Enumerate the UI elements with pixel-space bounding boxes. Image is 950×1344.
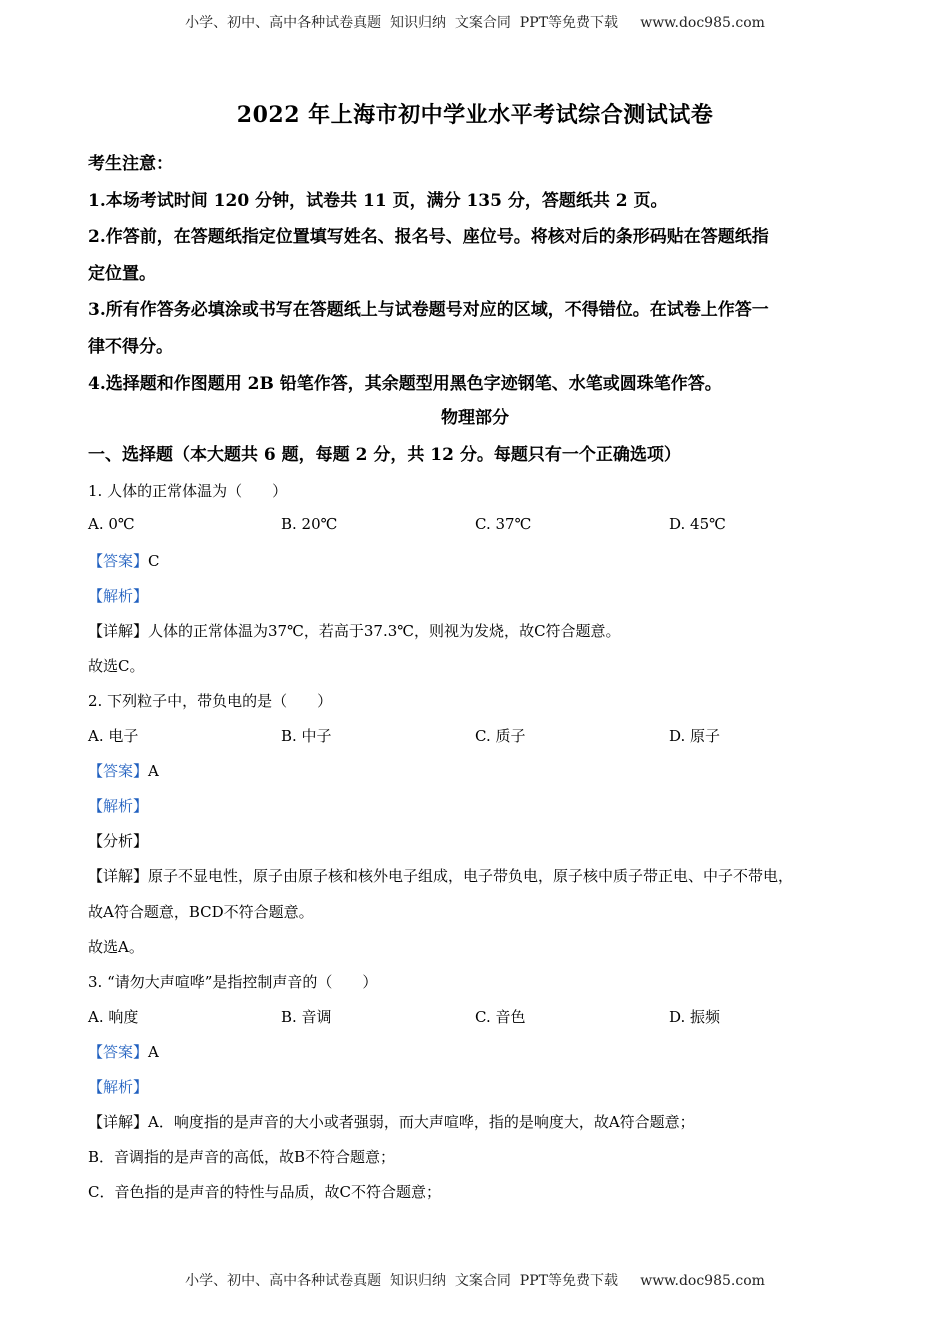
q2-answer: A [148, 762, 159, 780]
q1-option-d: D. 45℃ [669, 515, 726, 533]
note-line: 定位置。 [88, 263, 156, 284]
page-footer: 小学、初中、高中各种试卷真题 知识归纳 文案合同 PPT等免费下载 www.doc985.com [185, 1273, 765, 1289]
q1-answer: C [148, 552, 160, 570]
section1-heading: 一、选择题（本大题共 6 题，每题 2 分，共 12 分。每题只有一个正确选项） [88, 445, 681, 465]
q3-option-b: B. 音调 [281, 1008, 332, 1026]
page-header: 小学、初中、高中各种试卷真题 知识归纳 文案合同 PPT等免费下载 www.doc985.com [185, 15, 765, 31]
section-title: 物理部分 [441, 408, 509, 428]
q2-detail-line [88, 865, 793, 886]
q2-stem: 2. 下列粒子中，带负电的是（ ） [88, 692, 333, 710]
answer-tag: 【答案】 [88, 762, 149, 780]
q2-option-c: C. 质子 [475, 727, 526, 745]
q1-detail-line [88, 620, 621, 641]
q3-option-d: D. 振频 [669, 1008, 721, 1026]
note-line: 4.选择题和作图题用 2B 铅笔作答，其余题型用黑色字迹钢笔、水笔或圆珠笔作答。 [88, 373, 722, 394]
q2-option-a: A. 电子 [88, 727, 139, 745]
q3-detail: A．响度指的是声音的大小或者强弱，而大声喧哗，指的是响度大，故A符合题意； [148, 1113, 695, 1131]
note-line: 律不得分。 [88, 336, 173, 357]
note-line: 1.本场考试时间 120 分钟，试卷共 11 页，满分 135 分，答题纸共 2 页。 [88, 190, 668, 211]
q2-conclusion: 故选A。 [88, 938, 144, 956]
q2-option-d: D. 原子 [669, 727, 721, 745]
detail-tag: 【详解】 [88, 1113, 149, 1131]
q1-option-c: C. 37℃ [475, 515, 532, 533]
detail-tag: 【详解】 [88, 867, 149, 885]
exam-title: 2022 年上海市初中学业水平考试综合测试试卷 [236, 102, 714, 128]
exam-notes [88, 146, 868, 402]
q2-detail-continued: 故A符合题意，BCD不符合题意。 [88, 903, 314, 921]
q2-fenxi-tag: 【分析】 [88, 832, 149, 850]
q2-answer-line [88, 760, 159, 781]
q3-detail-line [88, 1111, 695, 1132]
notes-heading: 考生注意： [88, 154, 173, 174]
note-line: 3.所有作答务必填涂或书写在答题纸上与试卷题号对应的区域，不得错位。在试卷上作答一 [88, 300, 769, 321]
q3-option-c: C. 音色 [475, 1008, 526, 1026]
note-line: 2.作答前，在答题纸指定位置填写姓名、报名号、座位号。将核对后的条形码贴在答题纸指 [88, 227, 769, 248]
q3-analysis-tag: 【解析】 [88, 1078, 149, 1096]
q2-detail: 原子不显电性，原子由原子核和核外电子组成，电子带负电，原子核中质子带正电、中子不带电， [148, 867, 794, 885]
q3-answer: A [148, 1043, 159, 1061]
q3-detail-b: B．音调指的是声音的高低，故B不符合题意； [88, 1148, 396, 1166]
detail-tag: 【详解】 [88, 622, 149, 640]
answer-tag: 【答案】 [88, 1043, 149, 1061]
answer-tag: 【答案】 [88, 552, 149, 570]
q2-option-b: B. 中子 [281, 727, 332, 745]
q3-stem: 3. “请勿大声喧哗”是指控制声音的（ ） [88, 973, 378, 991]
q1-stem: 1. 人体的正常体温为（ ） [88, 482, 288, 500]
q1-analysis-tag: 【解析】 [88, 587, 149, 605]
q1-option-a: A. 0℃ [88, 515, 135, 533]
q3-detail-c: C．音色指的是声音的特性与品质，故C不符合题意； [88, 1183, 441, 1201]
q1-answer-line [88, 550, 160, 571]
q1-option-b: B. 20℃ [281, 515, 338, 533]
q1-detail: 人体的正常体温为37℃，若高于37.3℃，则视为发烧，故C符合题意。 [148, 622, 621, 640]
q2-analysis-tag: 【解析】 [88, 797, 149, 815]
q3-option-a: A. 响度 [88, 1008, 139, 1026]
q3-answer-line [88, 1041, 159, 1062]
q1-conclusion: 故选C。 [88, 657, 145, 675]
